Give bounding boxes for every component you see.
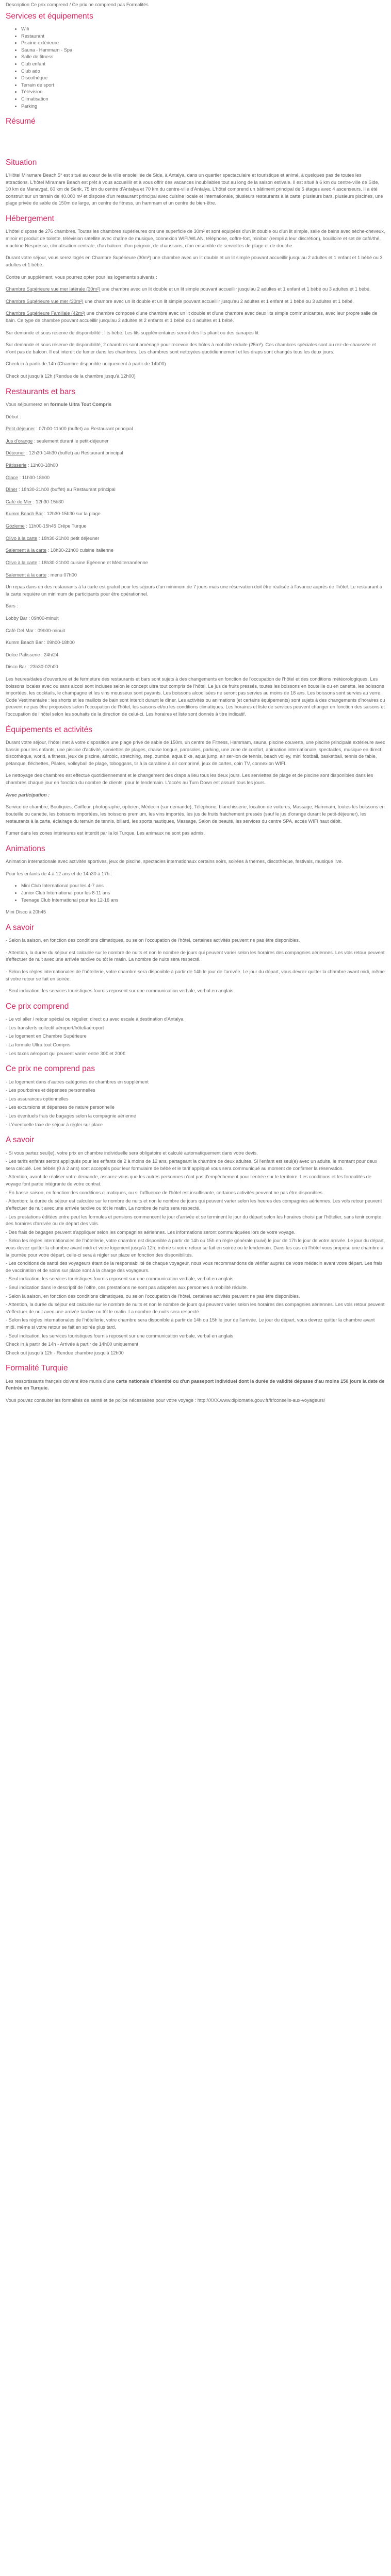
list-item: - Les taxes aéroport qui peuvent varier entre 30€ et 200€	[6, 1050, 125, 1056]
schedule-name: Café de Mer	[6, 499, 32, 504]
room-option-name: Chambre Supérieure Familiale (42m²)	[6, 311, 86, 316]
list-item: • Teenage Club International pour les 12-16 ans	[21, 897, 385, 904]
list-item: • Mini Club International pour les 4-7 ans	[21, 883, 385, 890]
room-option-name: Chambre Supérieure vue mer (30m²)	[6, 298, 84, 304]
list-item: - Les pourboires et dépenses personnelles	[6, 1088, 95, 1093]
schedule-hours: 07h00-11h00 (buffet) au Restaurant principal	[39, 426, 133, 432]
schedule-separator: :	[37, 560, 41, 565]
list-item: - Selon les règles internationales de l'hôtellerie, votre chambre sera disponible à partir de 14h le jour de l'arrivée. Le jour du départ, vous devrez quitter la chambre avant midi, même si votre retour se fait en soirée.	[6, 969, 385, 981]
schedule-name: Gözleme	[6, 523, 25, 529]
list-item: - Attention, la durée du séjour est calculée sur le nombre de nuits et non le nombre de jours qui peuvent varier selon les horaires des compagnies aériennes. Les vols retour peuvent s'effectuer de nuit avec une arrivée tardive ou tôt le matin. La nombre de nuits sera respecté.	[6, 1302, 385, 1314]
kids-clubs-list	[6, 883, 385, 904]
schedule-label: Début :	[6, 414, 21, 419]
schedule-hours: 11h00-18h00	[22, 474, 50, 480]
service-item: • Parking	[21, 103, 385, 110]
list-item: - Les assurances optionnelles	[6, 1096, 69, 1101]
schedule-separator: :	[46, 548, 51, 553]
schedule-row	[6, 474, 385, 482]
list-item: Check in à partir de 14h - Arrivée à partir de 14h00 uniquement	[6, 1342, 138, 1347]
bar-row: Lobby Bar : 09h00-minuit	[6, 615, 59, 621]
hebergement-p1: L'hôtel dispose de 276 chambres. Toutes les chambres supérieures ont une superficie de 30m² et sont équipées d'un lit double ou d'un lit simple, salle de bains avec sèche-cheveux, miroir et produit de toilette, télévision satellite avec chaîne de musique, connexion WIFI/WLAN, téléphone, coffre-fort, minibar (rempli à leur discrétion), bouilloire et set de café/thé, machine Nespresso, climatisation centrale, d'un balcon, d'un peignoir, de chaussons, d'un ensemble de serviettes de plage et de douche.	[6, 229, 385, 248]
bar-row: Café Del Mar : 09h00-minuit	[6, 628, 65, 633]
list-item: - Les tarifs enfants seront appliqués pour les enfants de 2 à moins de 12 ans, partageant la chambre de deux adultes. Si l'enfant est seul(e) avec un adulte, le montant pour deux sera calculé. Les bébés (0 à 2 ans) sont acceptés pour leur formulaire de bébé et le tarif appliqué vous sera communiqué au moment de confirmer la réservation.	[6, 1159, 378, 1171]
hebergement-p5: Sur demande et sous réserve de disponibilité : lits bébé. Les lits supplémentaires seront des lits pliant ou des canapés lit.	[6, 330, 260, 335]
hebergement-p3: Contre un supplément, vous pourrez opter pour les logements suivants :	[6, 274, 157, 280]
list-item: - Selon les règles internationales de l'hôtellerie, votre chambre sera disponible à partir de 14h ou 15h le jour de l'arrivée. Le jour du départ, vous devrez quitter la chambre avant midi, même si votre retour se fait en soirée plus tard.	[6, 1317, 375, 1330]
service-item: • Télévision	[21, 89, 385, 96]
schedule-hours: 12h30-14h30 (buffet) au Restaurant principal	[28, 450, 123, 456]
schedule-hours: 12h30-15h30	[36, 499, 64, 504]
animations-p1: Animation internationale avec activités sportives, jeux de piscine, spectacles internationaux certains soirs, soirées à thèmes, discothèque, festivals, musique live.	[6, 859, 343, 865]
checkout-text: Check out jusqu'à 12h (Rendue de la chambre jusqu'à 12h00)	[6, 374, 136, 379]
list-item: - La formule Ultra tout Compris	[6, 1042, 71, 1047]
service-item: • Club ado	[21, 68, 385, 75]
schedule-hours: seulement durant le petit-déjeuner	[37, 438, 109, 444]
list-item: - Si vous partez seul(e), votre prix en chambre individuelle sera obligatoire et calculé automatiquement dans votre devis.	[6, 1150, 258, 1156]
resume-title: Résumé	[6, 117, 36, 126]
list-item: - Selon les règles internationales de l'hôtellerie, votre chambre est disponible à partir de 14h ou 15h en règle générale (suivi) le jour de 17h le jour de votre arrivée. Le jour du départ, vous devez quitter la chambre avant midi et votre logement jusqu'à 12h, même si votre retour se fait en soirée ou le lendemain. Dans les cas où l'hôtel vous propose une chambre à la journée pour votre départ, celle-ci sera à régler sur place en fonction des disponibilités.	[6, 1238, 385, 1258]
situation-title: Situation	[6, 158, 37, 167]
list-item: - Selon la saison, en fonction des conditions climatiques, ou selon l'occupation de l'hôtel, certaines activités peuvent ne pas être disponibles.	[6, 1293, 300, 1299]
schedule-separator: :	[43, 511, 47, 517]
formalite-title: Formalité Turquie	[6, 1364, 68, 1373]
hebergement-p2: Durant votre séjour, vous serez logés en Chambre Supérieure (30m²) une chambre avec un lit double et un lit simple pouvant accueillir jusqu'au 2 adultes et 1 enfant et 1 bébé ou 3 adultes et 1 bébé.	[6, 255, 383, 267]
service-item: • Piscine extérieure	[21, 40, 385, 47]
schedule-hours: 12h30-15h30 sur la plage	[46, 511, 101, 517]
bars-list	[6, 615, 385, 671]
schedule-separator: :	[26, 463, 31, 468]
list-item: - L'éventuelle taxe de séjour à régler sur place	[6, 1122, 103, 1127]
schedule-row	[6, 560, 385, 567]
schedule-name: Salement à la carte	[6, 548, 47, 553]
schedule-hours: 11h00-15h45 Crêpe Turque	[28, 523, 87, 529]
bars-label: Bars :	[6, 603, 18, 609]
schedule-name: Petit déjeuner	[6, 426, 35, 432]
hebergement-title: Hébergement	[6, 214, 54, 224]
animations-title: Animations	[6, 844, 45, 853]
schedule-hours: 18h30-21h00 (buffet) au Restaurant principal	[21, 487, 116, 493]
schedule-separator: :	[35, 426, 39, 432]
asavoir1-title: A savoir	[6, 923, 35, 932]
schedule-name: Kumm Beach Bar	[6, 511, 43, 517]
service-item: • Salle de fitness	[21, 54, 385, 61]
list-item: - En basse saison, en fonction des conditions climatiques, ou si l'affluence de l'hôtel est insuffisante, certaines activités peuvent ne pas être disponibles.	[6, 1190, 324, 1195]
room-option-desc: une chambre avec un lit double et un lit simple pouvant accueillir jusqu'au 2 adultes et 1 enfant et 1 bébé ou 3 adultes et 1 bébé.	[100, 286, 371, 292]
service-item: • Club enfant	[21, 61, 385, 68]
service-item: • Climatisation	[21, 96, 385, 103]
schedule-row	[6, 511, 385, 518]
formalite-p2[interactable]: Vous pouvez consulter les formalités de santé et de police nécessaires pour votre voyage : http://XXX.www.diplomatie.gouv.fr/fr/conseils-aux-voyageurs/	[6, 1398, 325, 1403]
room-option	[6, 286, 385, 293]
schedule-separator: :	[32, 438, 37, 444]
restaurants-title: Restaurants et bars	[6, 387, 76, 396]
list-item: - Des frais de bagages peuvent s'appliquer selon les compagnies aériennes. Les informations seront communiquées lors de votre voyage.	[6, 1229, 296, 1235]
schedule-row	[6, 450, 385, 457]
list-item: - Les excursions et dépenses de nature personnelle	[6, 1105, 115, 1110]
service-item: • Terrain de sport	[21, 82, 385, 89]
list-item: - Le logement dans d'autres catégories de chambres en supplément	[6, 1079, 149, 1084]
list-item: - Les éventuels frais de bagages selon la compagnie aérienne	[6, 1113, 136, 1119]
comprend-title: Ce prix comprend	[6, 1002, 69, 1011]
services-title: Services et équipements	[6, 11, 93, 21]
list-item: - Attention, la durée du séjour est calculée sur le nombre de nuits et non le nombre de jours qui peuvent varier selon les horaires des compagnies aériennes. Les vols retour peuvent s'effectuer de nuit avec une arrivée tardive ou tôt le matin. La nombre de nuits sera respecté.	[6, 950, 385, 962]
schedule-name: Pâtisserie	[6, 463, 27, 468]
schedule-name: Olivo à la carte	[6, 535, 38, 541]
schedule-separator: :	[46, 572, 51, 578]
list-item: - Seul indication, les services touristiques fournis reposent sur une communication verbale, verbal en anglais	[6, 1333, 234, 1338]
list-item: - Selon la saison, en fonction des conditions climatiques, ou selon l'occupation de l'hôtel, certaines activités peuvent ne pas être disponibles.	[6, 938, 300, 943]
schedule-name: Jus d'orange	[6, 438, 33, 444]
ne-comprend-list	[6, 1079, 385, 1129]
service-item: • Restaurant	[21, 33, 385, 40]
list-item: - Les conditions de santé des voyageurs étant de la responsabilité de chaque voyageur, nous vous recommandons de vérifier auprès de votre médecin avant votre départ. Les frais de vaccination et de soins sur place sont à la charge des voyageurs.	[6, 1261, 383, 1273]
schedule-name: Salement à la carte	[6, 572, 47, 578]
schedule-separator: :	[17, 487, 22, 493]
asavoir2-title: A savoir	[6, 1136, 35, 1145]
equipements-p2: Le nettoyage des chambres est effectué quotidiennement et le changement des draps a lieu tous les deux jours. Les serviettes de plage et de piscine sont disponibles dans les chambres chaque jour en fonction du nombre de clients, pour le lendemain. L'accès au Turn Down est assuré tous les jours.	[6, 773, 373, 786]
list-item: - Le vol aller / retour spécial ou régulier, direct ou avec escale à destination d'Antalya	[6, 1016, 184, 1022]
formula-name: formule Ultra Tout Compris	[50, 401, 112, 407]
ne-comprend-title: Ce prix ne comprend pas	[6, 1064, 95, 1074]
asavoir1-list	[6, 937, 385, 995]
room-option	[6, 298, 385, 306]
schedule-row	[6, 523, 385, 530]
animations-p2: Pour les enfants de 4 à 12 ans et de 14h30 à 17h :	[6, 871, 112, 876]
list-item: - Les prestations éditées entre peut les formules et pensions commencent le jour d'arrivée et se terminent le jour du départ selon les horaires choisi par l'hôtelier, sans tenir compte des horaires d'arrivée ou de départ des vols.	[6, 1214, 382, 1227]
restaurants-note: Un repas dans un des restaurants à la carte est gratuit pour les séjours d'un minimum de 7 jours mais une réservation doit être réalisée à l'avance auprès de l'hôtel. Le restaurant à la carte requière un minimum de participants pour être opérationnel.	[6, 584, 382, 597]
schedule-hours: 18h30-21h00 cuisine italienne	[50, 548, 113, 553]
hebergement-p6: Sur demande et sous réserve de disponibilité, 2 chambres sont aménagé pour recevoir des hôtes à mobilité réduite (25m²). Ces chambres spéciales sont au rez-de-chaussée et n'ont pas de balcon. Il est interdit de fumer dans les chambres. Les chambres sont nettoyées quotidiennement et les draps sont changés tous les deux jours.	[6, 342, 376, 354]
schedule-hours: 18h30-21h00 cuisine Egéenne et Méditerranéenne	[41, 560, 148, 565]
room-option-desc: une chambre avec un lit double et un lit simple pouvant accueillir jusqu'au 2 adultes et 1 enfant et 1 bébé ou 3 adultes et 1 bébé.	[83, 298, 354, 304]
schedule-separator: :	[18, 474, 22, 480]
service-item: • Wifi	[21, 26, 385, 33]
schedule-row	[6, 547, 385, 554]
schedule-name: Glace	[6, 474, 19, 480]
schedule-name: Olivo à la carte	[6, 560, 38, 565]
list-item: - Seul indication, les services touristiques fournis reposent sur une communication verbale, verbal en anglais.	[6, 1276, 235, 1282]
service-item: • Sauna - Hammam - Spa	[21, 47, 385, 54]
schedule-row	[6, 462, 385, 469]
bar-row: Dolce Patisserie : 24h/24	[6, 652, 59, 657]
room-option	[6, 310, 385, 324]
schedule-separator: :	[31, 499, 36, 504]
list-item: - Attention: la durée du séjour est calculée sur le nombre de nuits et non le nombre de jours qui peuvent varier selon les heures des compagnies aériennes. Les vols retour peuvent s'effectuer de nuit avec une arrivée tardive ou tôt le matin. La nombre de nuits sera respecté.	[6, 1198, 382, 1211]
schedule-row	[6, 486, 385, 494]
formula-prefix: Vous séjournerez en	[6, 401, 51, 407]
formalite-p1-bold: carte nationale d'identité ou d'un passeport individuel dont la durée de validité dépasse d'au moins 150 jours la date de l'entrée en Turquie.	[6, 1378, 385, 1391]
schedule-separator: :	[37, 535, 41, 541]
schedule-row	[6, 535, 385, 543]
schedule-hours: menu 07h00	[50, 572, 77, 578]
equipements-p1: Durant votre séjour, l'hôtel met à votre disposition une plage privé de sable de 150m, un centre de Fitness, Hammam, sauna, piscine couverte, une piscine principale extérieure avec bassin pour les enfants, une piscine d'activité, serviettes de plages, chaise longue, parasoles, parking, une zone de confort, animation internationale, spectacles, musique en direct, discothèque, world, a fitness, jeux de piscine, aérobic, stretching, step, zumba, aqua bike, aqua jump, air ser-ion de tennis, beach volley, mini football, basketball, tennis de table, pétanque, fléchettes, Pilates, volleyball de plage, toboggans, tir à la carabine à air comprimé, jeux de cartes, coin TV, connexion WIFI.	[6, 740, 385, 766]
situation-text: L'Hôtel Miramare Beach 5* est situé au cœur de la ville ensoleillée de Side, à Antalya, dans un quartier spectaculaire et touristique et animé, à quelques pas de toutes les attractions. L'hôtel Miramare Beach est prêt à vous accueillir et à vous offrir des vacances inoubliables tout au long de la saison estivale. Il est situé à 6 km du centre-ville de Side, 10 km de Manavgat, 60 km de Serik, 75 km du centre d'Antalya et 70 km du centre-ville d'Antalya. L'hôtel comprend un bâtiment principal de 5 étages avec 4 ascenseurs. Il a été construit sur un terrain de 40.000 m² et dispose d'un restaurant principal avec cuisine locale et internationale, plusieurs restaurants à la carte, plusieurs bars, plusieurs piscines, une plage privée de sable de 150m de large, un centre de fitness, un hammam et un centre de bien-être.	[6, 173, 383, 206]
list-item: - Seul indication, les services touristiques fournis reposent sur une communication verbale, verbal en anglais	[6, 988, 234, 994]
formalite-p1	[6, 1378, 385, 1392]
services-list	[6, 26, 385, 110]
equipements-p3: Service de chambre, Boutiques, Coiffeur, photographe, opticien, Médecin (sur demande), Téléphone, blanchisserie, location de voitures, Massage, Hammam, toutes les boissons en bouteille ou canette, les boissons importées, les boissons premium, les vins importés, les jus de fruits fraichement pressés (sauf le jus d'orange durant le petit-déjeuner), les restaurants à la carte, éclairage du terrain de tennis, billard, les sports nautiques, Massage, Salon de beauté, les services du centre SPA, accès WIFI haut débit.	[6, 804, 385, 824]
list-item: - Le logement en Chambre Supérieure	[6, 1033, 87, 1039]
checkin-text: Check in à partir de 14h (Chambre disponible uniquement à partir de 14h00)	[6, 361, 166, 367]
service-item: • Discothèque	[21, 75, 385, 82]
animations-p3: Mini Disco à 20h45	[6, 909, 46, 915]
formalite-p1-text: Les ressortissants français doivent être munis d'une	[6, 1378, 116, 1384]
room-option-desc: une chambre composé d'une chambre avec un lit double et d'une chambre avec deux lits simple communicantes, avec leur propre salle de bain. Ce type de chambre pouvant accueillir jusqu'au 2 adultes et 2 enfants et 1 bébé ou 4 adultes et 1 bébé.	[6, 311, 378, 323]
tab-links[interactable]: Description Ce prix comprend / Ce prix ne comprend pas Formalités	[6, 2, 149, 7]
equipements-title: Équipements et activités	[6, 725, 93, 734]
list-item: • Junior Club International pour les 8-11 ans	[21, 890, 385, 897]
equipements-p4: Fumer dans les zones intérieures est interdit par la loi Turque. Les animaux ne sont pas admis.	[6, 831, 205, 836]
schedule-row	[6, 426, 385, 433]
list-item: - Seul indication dans le descriptif de l'offre, ces prestations ne sont pas adaptées aux personnes à mobilité réduite.	[6, 1284, 248, 1290]
room-option-name: Chambre Supérieure vue mer latérale (30m²)	[6, 286, 101, 292]
schedule-hours: 18h30-21h00 petit déjeuner	[41, 535, 100, 541]
asavoir2-list	[6, 1150, 385, 1357]
bar-row: Kumm Beach Bar : 09h00-18h00	[6, 640, 75, 646]
schedule-hours: 11h00-18h00	[30, 463, 58, 468]
list-item: - Attention, avant de réaliser votre demande, assurez-vous que les autres personnes n'ont pas d'empêchement pour l'entrée sur le territoire. Les conditions et les formalités de voyage font partie intégrante de votre contrat.	[6, 1174, 372, 1187]
list-item: Check out jusqu'à 12h - Rendue chambre jusqu'à 12h00	[6, 1350, 124, 1355]
drinks-text: Les heures/dates d'ouverture et de fermeture des restaurants et bars sont sujets à des changements en fonction de l'occupation de l'hôtel et des conditions météorologiques. Les boissons locales avec ou sans alcool sont incluses selon le concept ultra tout compris de l'hôtel. Le jus de fruits pressés, toutes les boissons en bouteille ou en canette, les boissons importées, les cocktails, le champagne et les vins mousseux sont payants. Les boissons alcoolisées ne seront pas servies au moins de 18 ans. Les boissons sont servies au verre. Code Vestimentaire : les shorts et les maillots de bain sont interdit durant le dîner. Les activités ou animations (et certains équipements) sont sujets à des changements d'horaires ou peuvent ne pas être proposées selon l'occupation de l'hôtel, les saisons et/ou les conditions climatiques. Les horaires et liste de services peuvent changer en fonction des saisons et l'occupation de l'hôtel selon les souhaits de la direction de celui-ci. Les horaires et liste sont donnés à titre indicatif.	[6, 676, 385, 717]
formula-line	[6, 401, 385, 409]
comprend-list	[6, 1016, 385, 1057]
schedule-name: Déjeuner	[6, 450, 25, 456]
schedule-list	[6, 426, 385, 579]
list-item: - Les transferts collectif aéroport/hôtel/aéroport	[6, 1025, 104, 1030]
schedule-name: Dîner	[6, 487, 18, 493]
schedule-row	[6, 438, 385, 445]
schedule-row	[6, 499, 385, 506]
schedule-separator: :	[24, 523, 29, 529]
schedule-row	[6, 572, 385, 579]
payant-label: Avec participation :	[6, 792, 50, 798]
bar-row: Disco Bar : 23h30-02h00	[6, 664, 58, 670]
schedule-separator: :	[25, 450, 29, 456]
